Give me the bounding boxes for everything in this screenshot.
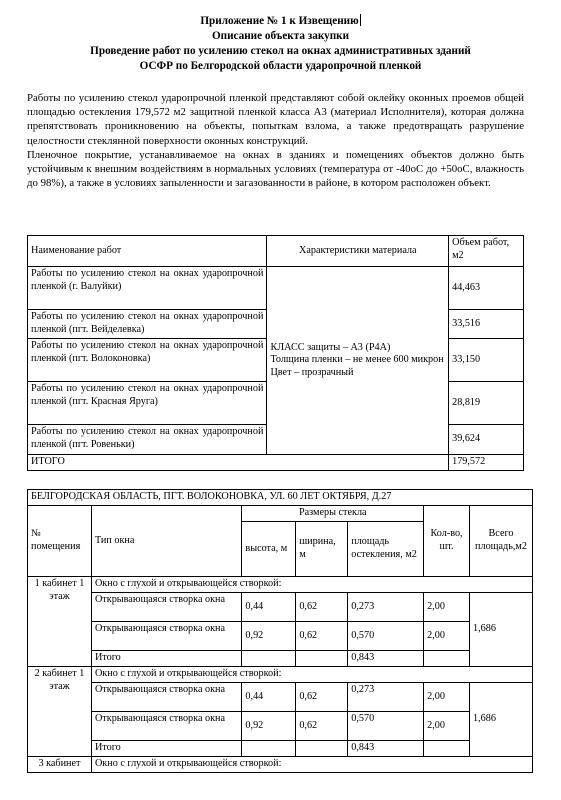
works-total-value: 179,572	[449, 455, 524, 471]
works-row-volume: 33,150	[449, 339, 524, 382]
sash-area: 0,273	[348, 683, 424, 712]
col-height: высота, м	[242, 522, 296, 577]
sash-type: Открывающаяся створка окна	[91, 593, 241, 622]
sash-qty: 2,00	[424, 712, 470, 741]
material-specs	[267, 267, 449, 455]
col-quantity: Кол-во, шт.	[424, 506, 470, 577]
works-row-name: Работы по усилению стекол на окнах ударопрочной пленкой (пгт. Красная Яруга)	[28, 382, 267, 425]
sash-qty: 2,00	[424, 593, 470, 622]
text-cursor	[360, 14, 361, 26]
address-header: БЕЛГОРОДСКАЯ ОБЛАСТЬ, ПГТ. ВОЛОКОНОВКА, УЛ. 60 ЛЕТ ОКТЯБРЯ, Д.27	[28, 490, 533, 506]
col-total-area: Всего площадь,м2	[469, 506, 532, 577]
works-row-volume: 44,463	[449, 267, 524, 310]
room-total-area: 1,686	[469, 683, 532, 757]
works-total-label: ИТОГО	[28, 455, 267, 471]
sash-width: 0,62	[296, 683, 348, 712]
col-width: ширина, м	[296, 522, 348, 577]
appendix-title: Приложение № 1 к Извещению	[200, 15, 359, 27]
sash-type: Открывающаяся створка окна	[91, 683, 241, 712]
col-area: площадь остекления, м2	[348, 522, 424, 577]
subtotal-area: 0,843	[348, 741, 424, 757]
material-class: КЛАСС защиты – А3 (Р4А)	[270, 341, 391, 353]
sash-area: 0,570	[348, 712, 424, 741]
room-label: 2 кабинет 1 этаж	[28, 667, 92, 757]
works-table	[27, 235, 524, 471]
col-window-type: Тип окна	[91, 506, 241, 577]
window-type-row: Окно с глухой и открывающейся створкой:	[91, 757, 532, 773]
sash-area: 0,570	[348, 622, 424, 651]
room-label: 3 кабинет	[28, 757, 92, 773]
col-room: № помещения	[28, 506, 92, 577]
sash-type: Открывающаяся створка окна	[91, 712, 241, 741]
windows-table	[27, 489, 533, 773]
works-row-volume: 39,624	[449, 425, 524, 455]
header-volume: Объем работ, м2	[449, 236, 524, 267]
sash-qty: 2,00	[424, 683, 470, 712]
works-row-volume: 33,516	[449, 310, 524, 339]
intro-paragraph-1: Работы по усилению стекол ударопрочной пленкой представляют собой оклейку оконных проемов общей площадью остекления 179,572 м2 защитной пленкой класса А3 (материал Исполнителя), которая должна препятствовать проникновению на объекты, попыткам взлома, а также предотвращать разрушение целостности стеклянной поверхности оконных конструкций.	[27, 92, 524, 147]
sash-width: 0,62	[296, 622, 348, 651]
sash-width: 0,62	[296, 593, 348, 622]
col-glass-sizes: Размеры стекла	[242, 506, 424, 522]
work-title-line2: ОСФР по Белгородской области ударопрочной пленкой	[139, 60, 422, 72]
subtotal-area: 0,843	[348, 651, 424, 667]
works-row-name: Работы по усилению стекол на окнах ударопрочной пленкой (пгт. Вейделевка)	[28, 310, 267, 339]
works-row-volume: 28,819	[449, 382, 524, 425]
room-total-area: 1,686	[469, 593, 532, 667]
work-title: Проведение работ по усилению стекол на окнах административных зданий	[90, 45, 471, 57]
sash-area: 0,273	[348, 593, 424, 622]
sash-height: 0,44	[242, 593, 296, 622]
room-label: 1 кабинет 1 этаж	[28, 577, 92, 667]
sash-qty: 2,00	[424, 622, 470, 651]
intro-text	[27, 91, 524, 190]
sash-height: 0,92	[242, 622, 296, 651]
sash-width: 0,62	[296, 712, 348, 741]
subtotal-label: Итого	[91, 651, 241, 667]
sash-height: 0,44	[242, 683, 296, 712]
sash-height: 0,92	[242, 712, 296, 741]
works-row-name: Работы по усилению стекол на окнах ударопрочной пленкой (пгт. Ровеньки)	[28, 425, 267, 455]
document-subtitle: Описание объекта закупки	[211, 30, 350, 42]
window-type-row: Окно с глухой и открывающейся створкой:	[91, 667, 532, 683]
works-row-name: Работы по усилению стекол на окнах ударопрочной пленкой (г. Валуйки)	[28, 267, 267, 310]
works-row-name: Работы по усилению стекол на окнах ударопрочной пленкой (пгт. Волоконовка)	[28, 339, 267, 382]
material-color: Цвет – прозрачный	[270, 366, 354, 378]
header-works: Наименование работ	[28, 236, 267, 267]
header-material: Характеристики материала	[267, 236, 449, 267]
sash-type: Открывающаяся створка окна	[91, 622, 241, 651]
window-type-row: Окно с глухой и открывающейся створкой:	[91, 577, 532, 593]
subtotal-label: Итого	[91, 741, 241, 757]
intro-paragraph-2: Пленочное покрытие, устанавливаемое на окнах в зданиях и помещениях объектов должно быть устойчивым к внешним воздействиям в нормальных условиях (температура от -40оС до +50оС, влажность до 98%), а также в условиях запыленности и загазованности в районе, в котором расположен объект.	[27, 148, 524, 190]
material-thickness: Толщина пленки – не менее 600 микрон	[270, 354, 444, 366]
